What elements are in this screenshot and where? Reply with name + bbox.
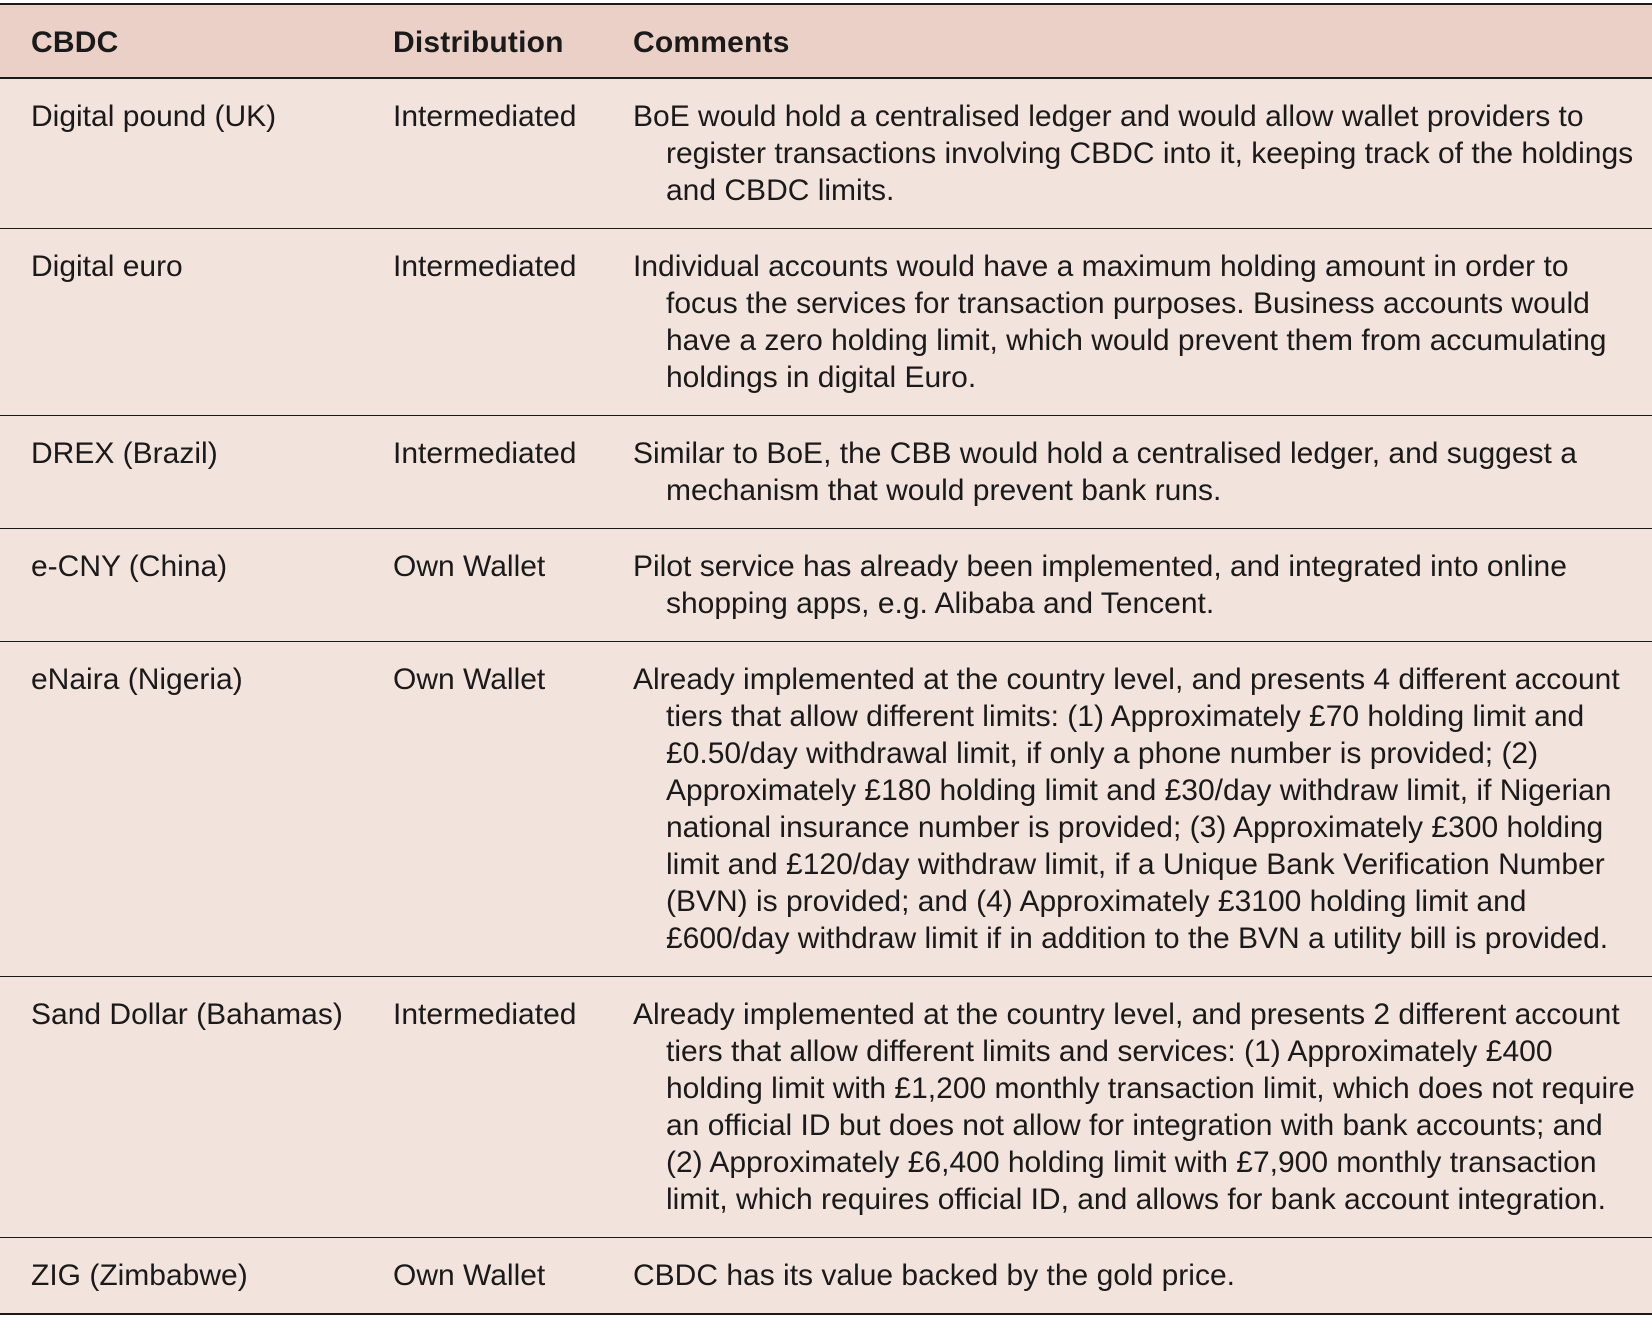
- cell-cbdc: Digital euro: [0, 229, 362, 416]
- table-header: [0, 4, 1652, 78]
- cell-distribution: Intermediated: [362, 78, 602, 229]
- comment-text: BoE would hold a centralised ledger and would allow wallet providers to register transactions involving CBDC into it, keeping track of the holdings and CBDC limits.: [633, 100, 1634, 207]
- table-row: [0, 529, 1652, 642]
- table-row: [0, 642, 1652, 977]
- cell-cbdc: Sand Dollar (Bahamas): [0, 977, 362, 1238]
- header-cbdc: CBDC: [0, 4, 362, 78]
- header-row: [0, 4, 1652, 78]
- cell-distribution: Intermediated: [362, 977, 602, 1238]
- cell-distribution: Own Wallet: [362, 529, 602, 642]
- comment-text: Pilot service has already been implemented, and integrated into online shopping apps, e.g. Alibaba and Tencent.: [633, 550, 1567, 620]
- cell-distribution: Intermediated: [362, 416, 602, 529]
- cell-cbdc: eNaira (Nigeria): [0, 642, 362, 977]
- cell-cbdc: Digital pound (UK): [0, 78, 362, 229]
- table-row: [0, 229, 1652, 416]
- table-row: [0, 1238, 1652, 1315]
- cell-cbdc: ZIG (Zimbabwe): [0, 1238, 362, 1315]
- cell-comments: [602, 416, 1652, 529]
- table-body: [0, 78, 1652, 1314]
- comment-text: Already implemented at the country level, and presents 4 different account tiers that allow different limits: (1) Approximately £70 holding limit and £0.50/day withdrawal limit, if only a phone number is provided; (2) Approximately £180 holding limit and £30/day withdraw limit, if Nigerian national insurance number is provided; (3) Approximately £300 holding limit and £120/day withdraw limit, if a Unique Bank Verification Number (BVN) is provided; and (4) Approximately £3100 holding limit and £600/day withdraw limit if in addition to the BVN a utility bill is provided.: [633, 663, 1620, 955]
- comment-text: Similar to BoE, the CBB would hold a centralised ledger, and suggest a mechanism that would prevent bank runs.: [633, 437, 1577, 507]
- cell-distribution: Intermediated: [362, 229, 602, 416]
- cbdc-comparison-table-container: [0, 3, 1652, 1315]
- cell-comments: [602, 229, 1652, 416]
- cell-distribution: Own Wallet: [362, 642, 602, 977]
- cell-cbdc: DREX (Brazil): [0, 416, 362, 529]
- header-distribution: Distribution: [362, 4, 602, 78]
- comment-text: Individual accounts would have a maximum holding amount in order to focus the services for transaction purposes. Business accounts would have a zero holding limit, which would prevent them from accumulating holdings in digital Euro.: [633, 250, 1607, 394]
- comment-text: Already implemented at the country level, and presents 2 different account tiers that allow different limits and services: (1) Approximately £400 holding limit with £1,200 monthly transaction limit, which does not require an official ID but does not allow for integration with bank accounts; and (2) Approximately £6,400 holding limit with £7,900 monthly transaction limit, which requires official ID, and allows for bank account integration.: [633, 998, 1635, 1216]
- table-row: [0, 977, 1652, 1238]
- cell-comments: [602, 78, 1652, 229]
- header-comments: Comments: [602, 4, 1652, 78]
- cell-distribution: Own Wallet: [362, 1238, 602, 1315]
- cell-comments: [602, 1238, 1652, 1315]
- table-row: [0, 78, 1652, 229]
- cbdc-comparison-table: [0, 3, 1652, 1315]
- cell-comments: [602, 977, 1652, 1238]
- cell-cbdc: e-CNY (China): [0, 529, 362, 642]
- cell-comments: [602, 642, 1652, 977]
- table-row: [0, 416, 1652, 529]
- comment-text: CBDC has its value backed by the gold price.: [633, 1259, 1235, 1292]
- cell-comments: [602, 529, 1652, 642]
